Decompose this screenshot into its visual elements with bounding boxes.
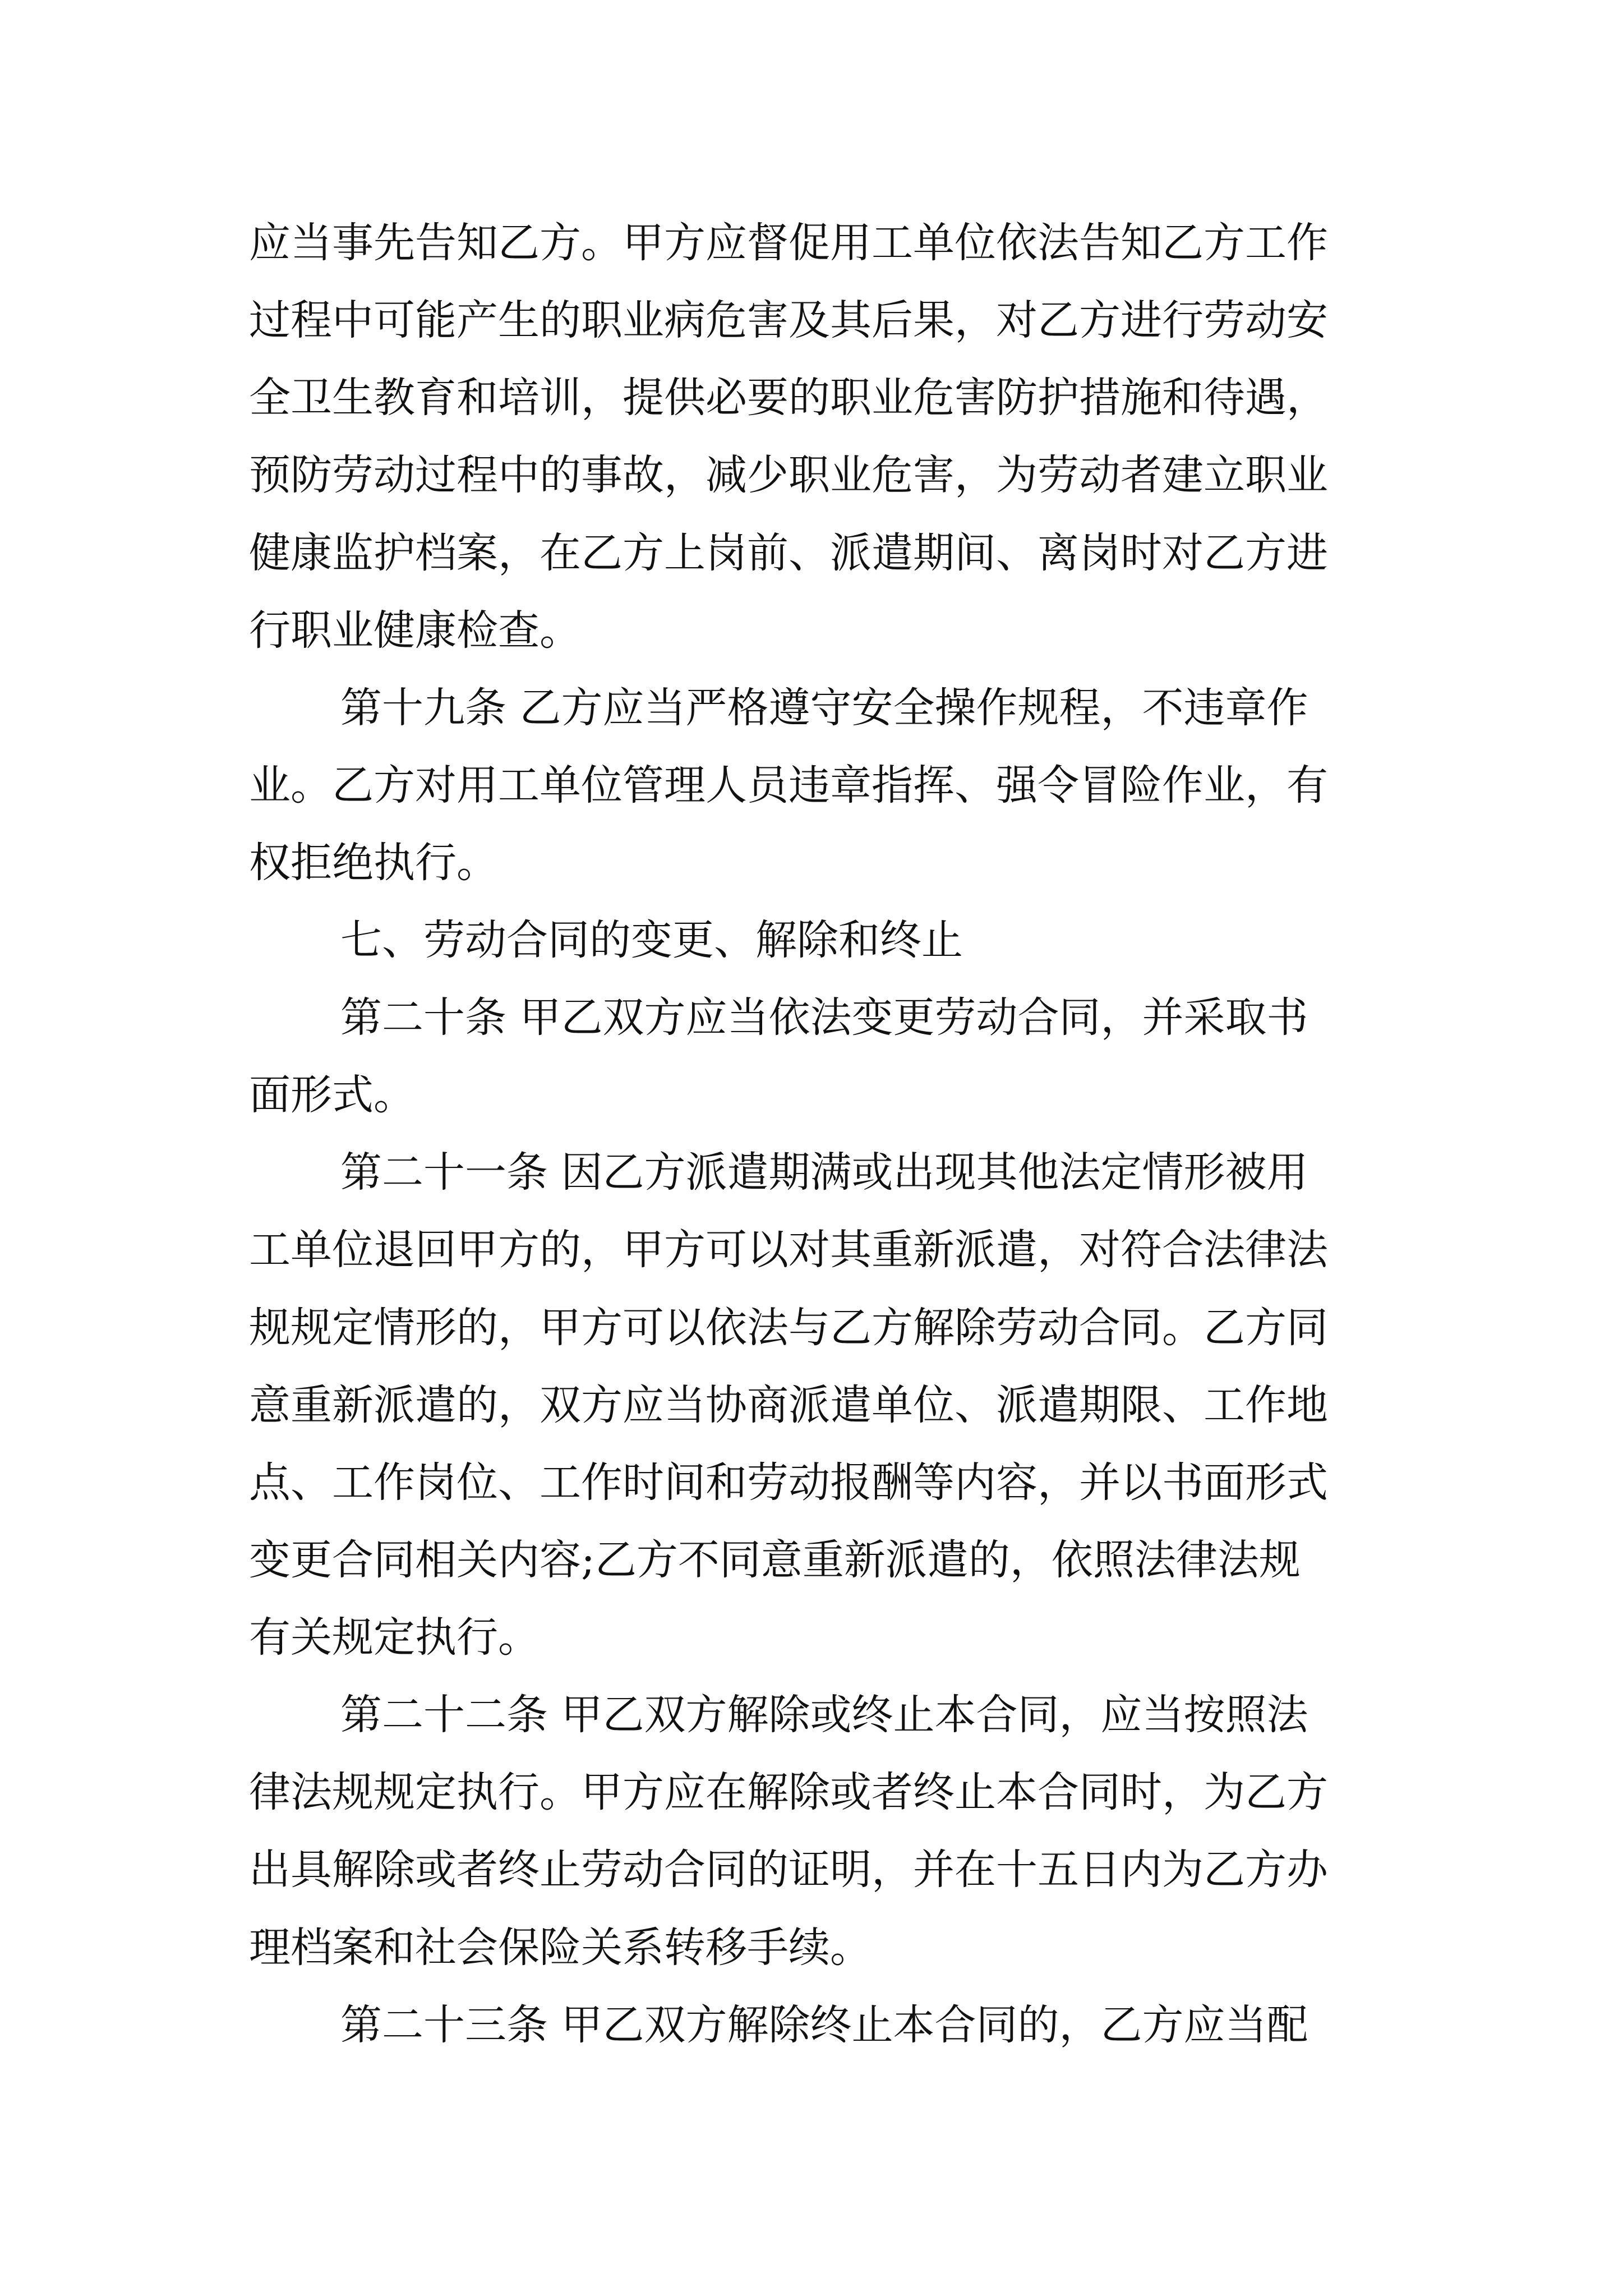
section-heading: 七、劳动合同的变更、解除和终止: [340, 916, 963, 964]
text-line: 业。乙方对用工单位管理人员违章指挥、强令冒险作业，有: [249, 761, 1328, 809]
text-line: 权拒绝执行。: [249, 839, 498, 887]
article-22-line: 第二十二条 甲乙双方解除或终止本合同，应当按照法: [340, 1691, 1308, 1739]
text-line: 变更合同相关内容;乙方不同意重新派遣的，依照法律法规: [249, 1536, 1301, 1584]
article-21-line: 第二十一条 因乙方派遣期满或出现其他法定情形被用: [340, 1148, 1308, 1197]
text-line: 意重新派遣的，双方应当协商派遣单位、派遣期限、工作地: [249, 1381, 1328, 1429]
text-line: 过程中可能产生的职业病危害及其后果，对乙方进行劳动安: [249, 296, 1328, 344]
article-20-line: 第二十条 甲乙双方应当依法变更劳动合同，并采取书: [340, 993, 1308, 1042]
text-line: 律法规规定执行。甲方应在解除或者终止本合同时，为乙方: [249, 1768, 1328, 1816]
text-line: 预防劳动过程中的事故，减少职业危害，为劳动者建立职业: [249, 451, 1328, 499]
text-line: 面形式。: [249, 1071, 415, 1119]
text-line: 规规定情形的，甲方可以依法与乙方解除劳动合同。乙方同: [249, 1304, 1328, 1352]
text-line: 全卫生教育和培训，提供必要的职业危害防护措施和待遇，: [249, 374, 1328, 422]
text-line: 工单位退回甲方的，甲方可以对其重新派遣，对符合法律法: [249, 1226, 1328, 1274]
text-line: 有关规定执行。: [249, 1613, 540, 1662]
article-19-line: 第十九条 乙方应当严格遵守安全操作规程，不违章作: [340, 684, 1308, 732]
text-line: 理档案和社会保险关系转移手续。: [249, 1924, 872, 1972]
text-line: 点、工作岗位、工作时间和劳动报酬等内容，并以书面形式: [249, 1458, 1328, 1507]
article-23-line: 第二十三条 甲乙双方解除终止本合同的，乙方应当配: [340, 2001, 1308, 2049]
text-line: 健康监护档案，在乙方上岗前、派遣期间、离岗时对乙方进: [249, 529, 1328, 577]
text-line: 应当事先告知乙方。甲方应督促用工单位依法告知乙方工作: [249, 219, 1328, 267]
text-line: 行职业健康检查。: [249, 606, 581, 655]
text-line: 出具解除或者终止劳动合同的证明，并在十五日内为乙方办: [249, 1846, 1328, 1894]
